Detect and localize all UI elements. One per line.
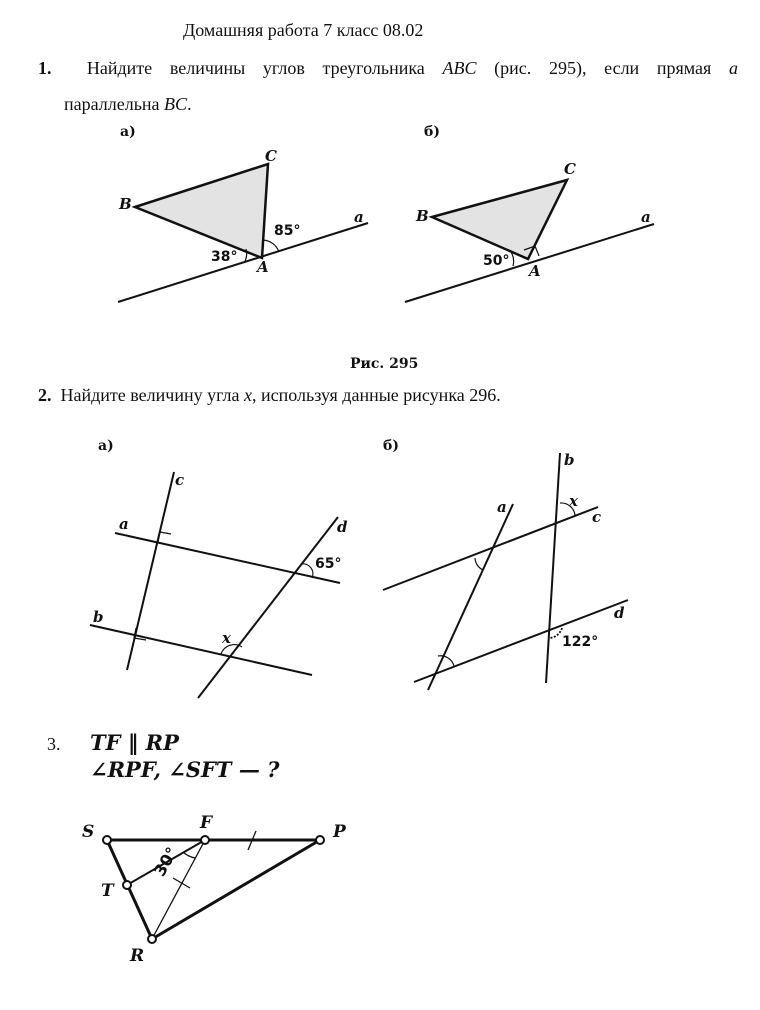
- fig296a-angle-65: 65°: [315, 556, 342, 572]
- line-b-fig296a: [90, 625, 312, 675]
- task3-label-s: S: [82, 822, 95, 842]
- fig295-a: [118, 164, 368, 302]
- point-s: [103, 836, 111, 844]
- line-a-fig296b: [428, 504, 513, 690]
- fig295a-label-line-a: a: [354, 208, 364, 226]
- point-t: [123, 881, 131, 889]
- fig296a-label-a: a: [119, 515, 129, 533]
- fig296a-label-c: c: [175, 471, 185, 489]
- fig296a-sub: а): [98, 438, 114, 454]
- fig295b-sub: б): [424, 124, 440, 140]
- fig296b-label-b: b: [564, 451, 575, 469]
- task1-period: .: [187, 94, 192, 114]
- fig296b-label-x: x: [569, 492, 578, 510]
- fig296b-angle-122: 122°: [562, 634, 599, 650]
- line-d-fig296a: [198, 517, 338, 698]
- right-angle-top-fig296a: [158, 532, 171, 542]
- task1-text-mid: (рис. 295), если прямая: [494, 58, 712, 78]
- task1-bc: BC: [164, 94, 188, 114]
- task3-figure: [103, 831, 324, 943]
- task3-angle-30: 30°: [150, 843, 182, 880]
- figure-caption-295: Рис. 295: [350, 356, 419, 372]
- fig296b-label-d: d: [614, 604, 625, 622]
- fig295b-label-line-a: a: [641, 208, 651, 226]
- fig296b-label-c: c: [592, 508, 602, 526]
- fig295b-label-b: B: [416, 207, 429, 225]
- fig296-b: [383, 453, 628, 690]
- fig295a-sub: а): [120, 124, 136, 140]
- arc-50-fig295b: [511, 252, 514, 266]
- point-f: [201, 836, 209, 844]
- task3-label-r: R: [130, 946, 145, 966]
- point-p: [316, 836, 324, 844]
- triangle-abc-b: [432, 180, 567, 259]
- fig296a-label-d: d: [337, 518, 348, 536]
- fig295a-label-c: C: [265, 147, 277, 165]
- fig295a-angle-85: 85°: [274, 223, 301, 239]
- task3-label-p: P: [333, 822, 346, 842]
- point-r: [148, 935, 156, 943]
- task2-text-post: , используя данные рисунка 296.: [252, 385, 501, 405]
- fig295b-label-c: C: [564, 160, 576, 178]
- task2-text: [38, 377, 501, 413]
- task3-label-t: T: [101, 881, 114, 901]
- arc-85-fig295a: [263, 240, 279, 252]
- tick-tf: [173, 878, 190, 888]
- fig295-b: [405, 180, 654, 302]
- task1-text-pre: Найдите величины углов треугольника: [86, 58, 425, 78]
- fig296b-label-a: a: [497, 498, 507, 516]
- task1-number: 1.: [38, 58, 52, 78]
- task1-text-parallel: параллельна: [64, 94, 160, 114]
- task2-text-pre: Найдите величину угла: [60, 385, 240, 405]
- fig295a-angle-38: 38°: [211, 249, 238, 265]
- fig295a-label-b: B: [119, 195, 132, 213]
- triangle-abc-a: [135, 164, 268, 258]
- task1-abc: ABC: [442, 58, 477, 78]
- arc-30: [183, 852, 195, 858]
- fig295b-label-a-vertex: A: [529, 262, 541, 280]
- line-c-fig296a: [127, 472, 174, 670]
- task2-x: x: [244, 385, 253, 405]
- fig295a-label-a-vertex: A: [257, 258, 269, 276]
- task3-label-f: F: [200, 813, 213, 833]
- task2-number: 2.: [38, 385, 52, 405]
- fig296a-label-x: x: [222, 629, 231, 647]
- fig295b-angle-50: 50°: [483, 253, 510, 269]
- line-b-fig296b: [546, 453, 560, 683]
- arc-a-c-fig296b: [475, 558, 483, 570]
- fig296-a: [90, 472, 340, 698]
- page-title: Домашняя работа 7 класс 08.02: [183, 20, 424, 40]
- task3-question: ∠RPF, ∠SFT — ?: [90, 757, 280, 782]
- task1-line-a: a: [729, 58, 739, 78]
- fig296b-sub: б): [383, 438, 399, 454]
- task3-given: TF ‖ RP: [90, 730, 179, 755]
- line-c-fig296b: [383, 507, 598, 590]
- task3-number: 3.: [47, 734, 61, 754]
- fig296a-label-b: b: [93, 608, 104, 626]
